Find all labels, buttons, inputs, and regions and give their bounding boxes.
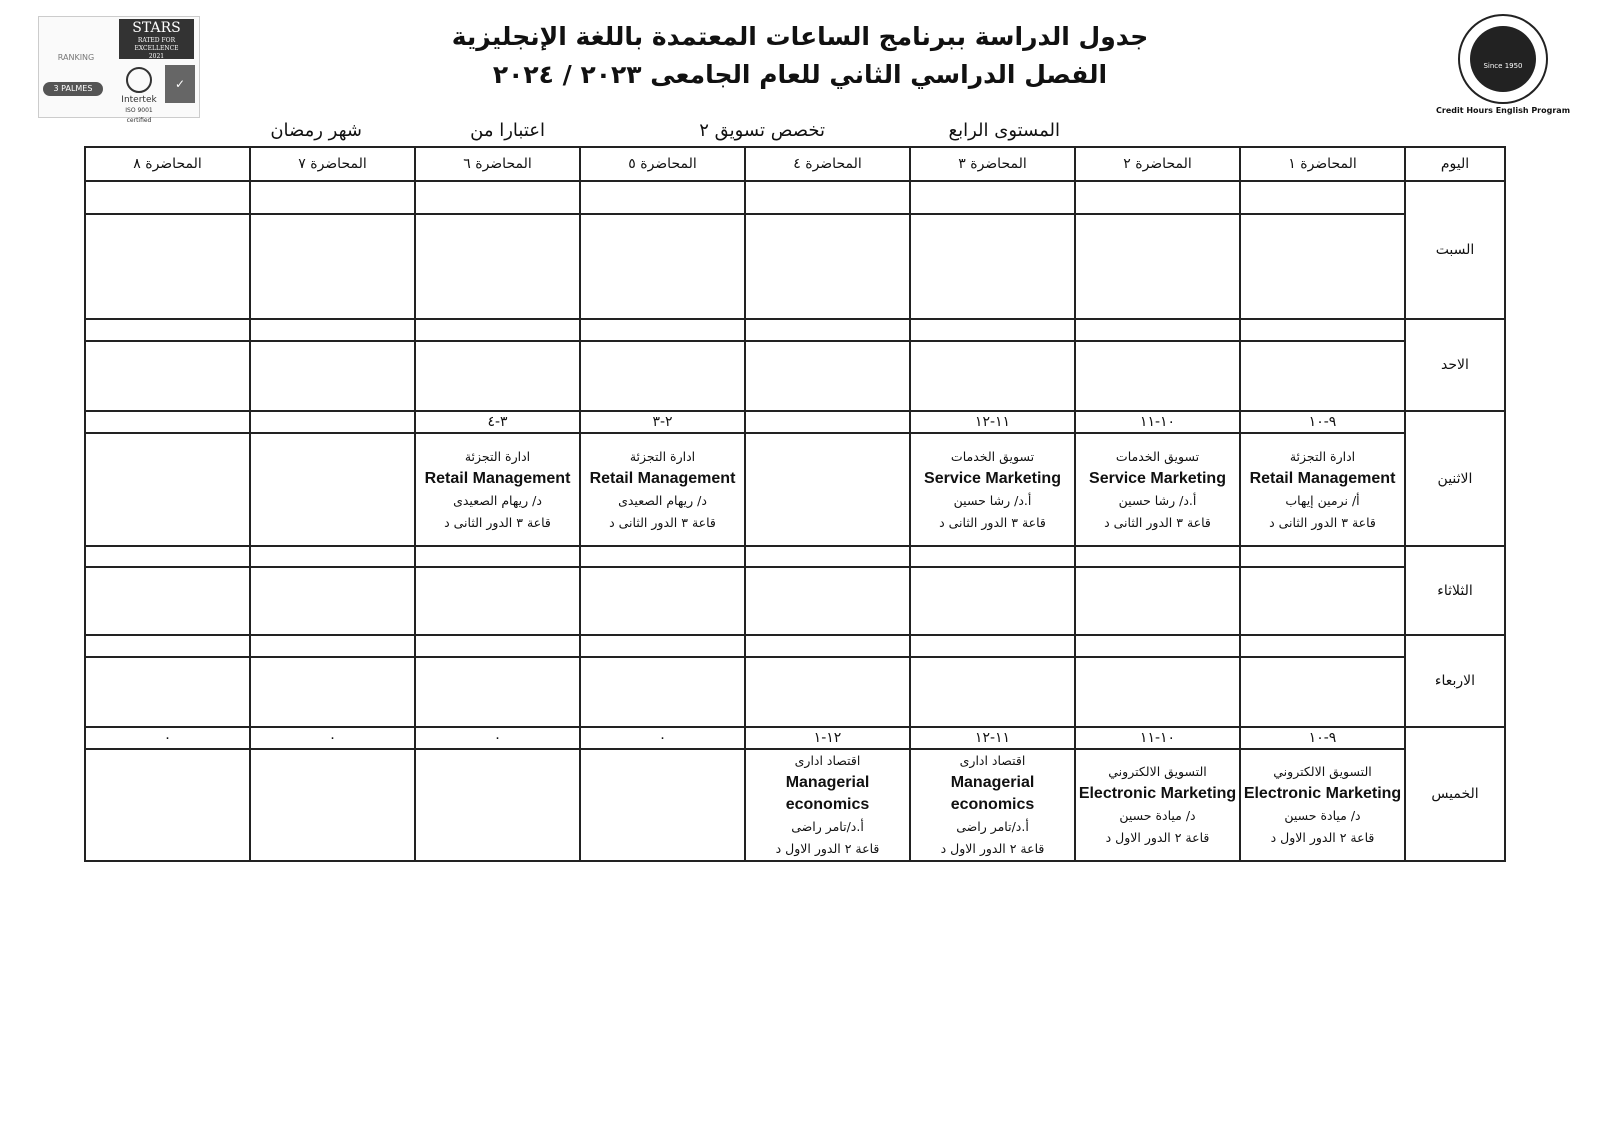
empty-cell [85,567,250,635]
time-slot: ١١-١٢ [910,727,1075,749]
globe-icon [126,67,152,93]
level-label: المستوى الرابع [948,120,1060,141]
time-slot: ١١-١٢ [910,411,1075,433]
empty-cell [1240,567,1405,635]
intertek-logo: Intertek ISO 9001 certified [119,67,159,125]
time-slot [250,319,415,341]
time-slot: ٩-١٠ [1240,411,1405,433]
empty-cell [250,567,415,635]
time-slot [1075,635,1240,657]
time-slot [1075,181,1240,214]
course-name-arabic: اقتصاد ادارى [794,753,861,768]
time-slot [415,546,580,567]
empty-cell [250,657,415,727]
time-row [85,727,1505,749]
empty-cell [580,214,745,319]
time-slot [745,181,910,214]
program-caption: Credit Hours English Program [1436,106,1571,115]
faculty-seal: Since 1950 Credit Hours English Program [1446,14,1556,124]
header-lecture-3: المحاضرة ٣ [910,147,1075,181]
course-name-arabic: التسويق الالكتروني [1273,764,1372,779]
time-slot [250,411,415,433]
class-cell [1240,433,1405,546]
class-cell [1075,749,1240,861]
time-slot: ١٠-١١ [1075,727,1240,749]
time-slot [580,319,745,341]
room-location: قاعة ٢ الدور الاول د [1105,830,1210,845]
empty-cell [250,433,415,546]
empty-cell [580,567,745,635]
time-slot [1240,319,1405,341]
room-location: قاعة ٢ الدور الاول د [775,841,880,856]
course-name-arabic: ادارة التجزئة [464,448,531,464]
empty-cell [415,567,580,635]
header-lecture-1: المحاضرة ١ [1240,147,1405,181]
time-slot: ٢-٣ [580,411,745,433]
time-slot [910,546,1075,567]
instructor-name: أ.د/تامر راضى [791,819,864,834]
time-slot [745,411,910,433]
period-label: شهر رمضان [270,120,362,141]
time-row [85,411,1505,433]
time-slot [745,546,910,567]
time-slot [415,635,580,657]
time-slot [1240,181,1405,214]
empty-cell [1075,341,1240,411]
ranking-logo: RANKING [57,53,95,62]
instructor-name: د/ ميادة حسين [1119,808,1196,823]
day-label: الاحد [1405,319,1505,411]
empty-cell [745,214,910,319]
time-slot [85,635,250,657]
time-slot [910,635,1075,657]
empty-cell [85,657,250,727]
time-slot [1240,635,1405,657]
empty-cell [415,341,580,411]
course-name-arabic: اقتصاد ادارى [959,753,1026,768]
room-location: قاعة ٣ الدور الثانى د [1104,514,1211,530]
empty-cell [85,341,250,411]
course-name-arabic: ادارة التجزئة [1289,448,1356,464]
page-title: جدول الدراسة ببرنامج الساعات المعتمدة باللغة الإنجليزية [451,22,1149,51]
class-cell [910,433,1075,546]
time-slot [85,319,250,341]
time-slot: ٠ [415,727,580,749]
course-name-arabic: التسويق الالكتروني [1108,764,1207,779]
header-day: اليوم [1405,147,1505,181]
time-slot [85,181,250,214]
empty-cell [1075,214,1240,319]
class-row [85,749,1505,861]
empty-cell [85,749,250,861]
empty-cell [745,567,910,635]
time-slot: ٩-١٠ [1240,727,1405,749]
empty-cell [250,749,415,861]
day-label: الثلاثاء [1405,546,1505,635]
empty-cell [910,214,1075,319]
accreditation-logos [38,16,200,124]
instructor-name: أ.د/ رشا حسين [1118,492,1197,508]
empty-cell [580,749,745,861]
instructor-name: أ/ نرمين إيهاب [1285,492,1360,508]
time-slot [250,181,415,214]
course-name-english: Retail Management [424,469,571,487]
header-lecture-5: المحاضرة ٥ [580,147,745,181]
time-slot [85,411,250,433]
empty-cell [910,341,1075,411]
empty-cell [580,657,745,727]
header-lecture-2: المحاضرة ٢ [1075,147,1240,181]
time-row [85,546,1505,567]
empty-cell [250,214,415,319]
room-location: قاعة ٣ الدور الثانى د [939,514,1046,530]
class-row [85,657,1505,727]
time-row [85,319,1505,341]
time-slot [745,319,910,341]
class-row [85,214,1505,319]
empty-cell [1075,567,1240,635]
course-name-arabic: ادارة التجزئة [629,448,696,464]
empty-cell [910,567,1075,635]
time-slot: ٠ [85,727,250,749]
class-cell [1240,749,1405,861]
room-location: قاعة ٢ الدور الاول د [1270,830,1375,845]
course-name-english: Electronic Marketing [1078,785,1237,802]
time-row [85,181,1505,214]
day-label: السبت [1405,181,1505,319]
time-slot [415,319,580,341]
time-slot [415,181,580,214]
empty-cell [415,657,580,727]
time-slot [910,181,1075,214]
time-slot: ١٠-١١ [1075,411,1240,433]
time-slot [85,546,250,567]
course-name-english: Managerial economics [785,774,870,813]
empty-cell [85,214,250,319]
empty-cell [745,657,910,727]
page-subtitle: الفصل الدراسي الثاني للعام الجامعى ٢٠٢٣ / ٢٠٢٤ [492,60,1108,89]
palmes-badge: 3 PALMES [43,82,103,96]
time-slot [910,319,1075,341]
header-lecture-4: المحاضرة ٤ [745,147,910,181]
class-cell [910,749,1075,861]
empty-cell [250,341,415,411]
time-slot: ٠ [580,727,745,749]
empty-cell [1240,657,1405,727]
day-label: الخميس [1405,727,1505,861]
specialization-label: تخصص تسويق ٢ [699,120,825,141]
class-cell [1075,433,1240,546]
empty-cell [415,214,580,319]
empty-cell [745,433,910,546]
stars-logo: STARS RATED FOR EXCELLENCE 2021 [119,19,194,59]
empty-cell [85,433,250,546]
header-lecture-7: المحاضرة ٧ [250,147,415,181]
class-cell [745,749,910,861]
course-name-english: Service Marketing [924,469,1061,487]
empty-cell [580,341,745,411]
header-lecture-6: المحاضرة ٦ [415,147,580,181]
effective-from-label: اعتبارا من [470,120,545,141]
room-location: قاعة ٢ الدور الاول د [940,841,1045,856]
course-name-english: Retail Management [589,469,736,487]
course-name-arabic: تسويق الخدمات [1115,448,1200,464]
time-slot [580,635,745,657]
course-name-english: Service Marketing [1089,469,1226,487]
empty-cell [910,657,1075,727]
class-row [85,341,1505,411]
empty-cell [1075,657,1240,727]
class-row [85,433,1505,546]
class-cell [415,433,580,546]
empty-cell [1240,341,1405,411]
instructor-name: أ.د/تامر راضى [956,819,1029,834]
course-name-english: Managerial economics [950,774,1035,813]
time-slot [250,635,415,657]
day-label: الاثنين [1405,411,1505,546]
time-slot [580,181,745,214]
instructor-name: د/ ريهام الصعيدى [453,492,542,508]
schedule-table [84,146,1506,862]
ukas-logo: ✓ [165,65,195,103]
time-slot [1075,319,1240,341]
time-row [85,635,1505,657]
time-slot [1075,546,1240,567]
time-slot [580,546,745,567]
day-label: الاربعاء [1405,635,1505,727]
time-slot: ٠ [250,727,415,749]
course-name-arabic: تسويق الخدمات [950,448,1035,464]
time-slot: ٣-٤ [415,411,580,433]
time-slot [250,546,415,567]
time-slot [1240,546,1405,567]
time-slot: ١٢-١ [745,727,910,749]
room-location: قاعة ٣ الدور الثانى د [609,514,716,530]
class-cell [580,433,745,546]
empty-cell [745,341,910,411]
class-row [85,567,1505,635]
empty-cell [1240,214,1405,319]
course-name-english: Retail Management [1249,469,1396,487]
time-slot [745,635,910,657]
room-location: قاعة ٣ الدور الثانى د [444,514,551,530]
instructor-name: أ.د/ رشا حسين [953,492,1032,508]
empty-cell [415,749,580,861]
instructor-name: د/ ميادة حسين [1284,808,1361,823]
header-lecture-8: المحاضرة ٨ [85,147,250,181]
room-location: قاعة ٣ الدور الثانى د [1269,514,1376,530]
instructor-name: د/ ريهام الصعيدى [618,492,707,508]
course-name-english: Electronic Marketing [1243,785,1402,802]
